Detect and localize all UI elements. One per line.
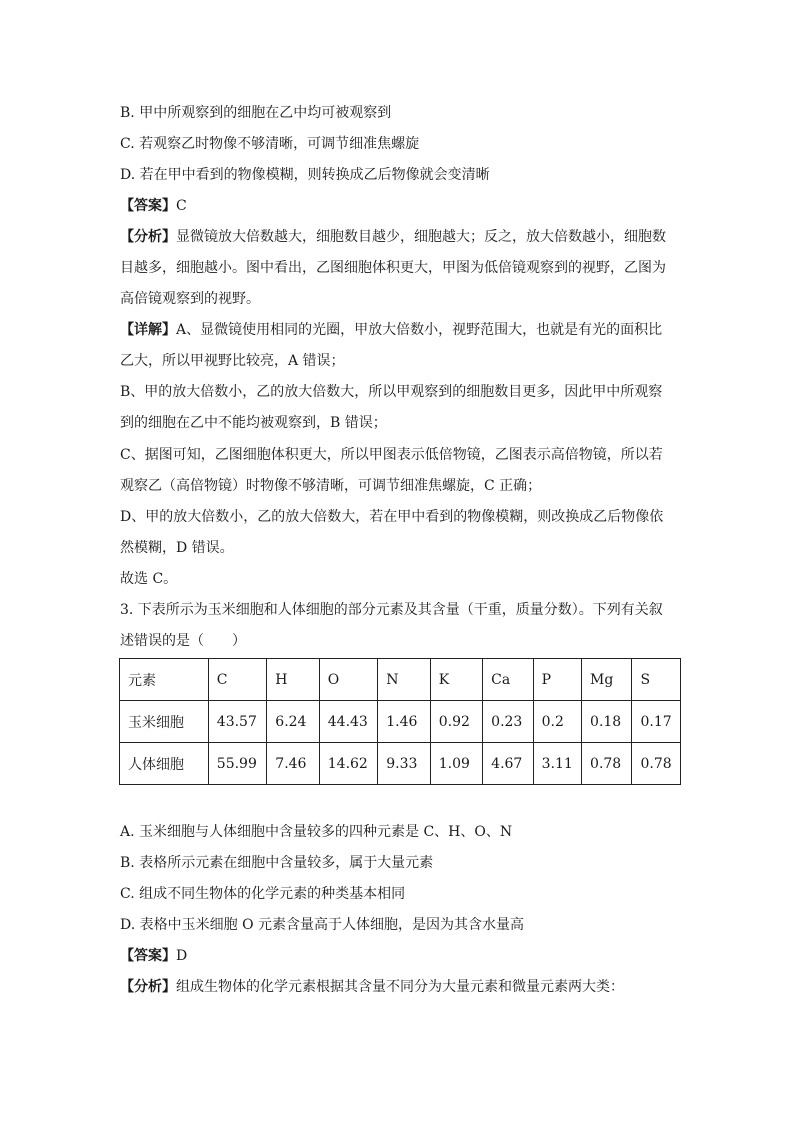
table-cell: 0.23 bbox=[483, 701, 533, 743]
table-cell: 0.17 bbox=[632, 701, 681, 743]
analysis-text: 显微镜放大倍数越大，细胞数目越少，细胞越大；反之，放大倍数越小，细胞数 bbox=[176, 229, 666, 245]
table-cell: N bbox=[378, 659, 430, 701]
q2-detail-line-1 bbox=[120, 321, 680, 339]
table-cell: 0.92 bbox=[430, 701, 482, 743]
table-cell: 0.78 bbox=[582, 743, 632, 785]
table-cell: 1.09 bbox=[430, 743, 482, 785]
table-cell: C bbox=[208, 659, 267, 701]
q2-answer bbox=[120, 197, 680, 215]
table-row bbox=[120, 743, 681, 785]
q2-detail-line-6: 观察乙（高倍物镜）时物像不够清晰，可调节细准焦螺旋，C 正确； bbox=[120, 478, 542, 494]
table-cell: 7.46 bbox=[267, 743, 319, 785]
table-cell: 4.67 bbox=[483, 743, 533, 785]
table-row bbox=[120, 701, 681, 743]
q3-answer bbox=[120, 947, 680, 965]
analysis-text: 组成生物体的化学元素根据其含量不同分为大量元素和微量元素两大类： bbox=[176, 979, 624, 995]
q2-detail-line-7: D、甲的放大倍数小，乙的放大倍数大，若在甲中看到的物像模糊，则改换成乙后物像依 bbox=[120, 509, 664, 525]
table-cell: 3.11 bbox=[533, 743, 581, 785]
q2-detail-line-4: 到的细胞在乙中不能均被观察到，B 错误； bbox=[120, 415, 387, 431]
analysis-label: 【分析】 bbox=[120, 229, 176, 245]
q2-analysis-line-1 bbox=[120, 228, 680, 246]
table-cell: 玉米细胞 bbox=[120, 701, 209, 743]
table-cell: P bbox=[533, 659, 581, 701]
q2-detail-line-8: 然模糊，D 错误。 bbox=[120, 540, 234, 556]
table-cell: 44.43 bbox=[319, 701, 378, 743]
table-cell: 0.78 bbox=[632, 743, 681, 785]
analysis-label: 【分析】 bbox=[120, 979, 176, 995]
table-cell: H bbox=[267, 659, 319, 701]
q2-analysis-line-3: 高倍镜观察到的视野。 bbox=[120, 291, 260, 307]
q2-detail-line-3: B、甲的放大倍数小，乙的放大倍数大，所以甲观察到的细胞数目更多，因此甲中所观察 bbox=[120, 384, 663, 400]
table-cell: 6.24 bbox=[267, 701, 319, 743]
detail-label: 【详解】 bbox=[120, 322, 176, 338]
element-content-table bbox=[119, 658, 681, 785]
table-cell: 55.99 bbox=[208, 743, 267, 785]
table-cell: 1.46 bbox=[378, 701, 430, 743]
table-cell: 14.62 bbox=[319, 743, 378, 785]
table-cell: 元素 bbox=[120, 659, 209, 701]
table-cell: 人体细胞 bbox=[120, 743, 209, 785]
detail-text: A、显微镜使用相同的光圈，甲放大倍数小，视野范围大，也就是有光的面积比 bbox=[176, 322, 663, 338]
table-cell: 0.2 bbox=[533, 701, 581, 743]
q3-option-b: B. 表格所示元素在细胞中含量较多，属于大量元素 bbox=[120, 855, 434, 871]
table-cell: 9.33 bbox=[378, 743, 430, 785]
table-cell: O bbox=[319, 659, 378, 701]
q2-detail-line-5: C、据图可知，乙图细胞体积更大，所以甲图表示低倍物镜，乙图表示高倍物镜，所以若 bbox=[120, 447, 663, 463]
table-cell: 0.18 bbox=[582, 701, 632, 743]
q2-option-d: D. 若在甲中看到的物像模糊，则转换成乙后物像就会变清晰 bbox=[120, 167, 490, 183]
q2-detail-line-2: 乙大，所以甲视野比较亮，A 错误； bbox=[120, 353, 345, 369]
table-header-row bbox=[120, 659, 681, 701]
answer-label: 【答案】 bbox=[120, 948, 176, 964]
q2-option-b: B. 甲中所观察到的细胞在乙中均可被观察到 bbox=[120, 105, 392, 121]
answer-value: D bbox=[176, 948, 188, 964]
q3-analysis bbox=[120, 978, 680, 996]
table-cell: K bbox=[430, 659, 482, 701]
q2-option-c: C. 若观察乙时物像不够清晰，可调节细准焦螺旋 bbox=[120, 136, 420, 152]
answer-value: C bbox=[176, 198, 187, 214]
table-cell: S bbox=[632, 659, 681, 701]
answer-label: 【答案】 bbox=[120, 198, 176, 214]
table-cell: Mg bbox=[582, 659, 632, 701]
table-cell: Ca bbox=[483, 659, 533, 701]
q2-conclusion: 故选 C。 bbox=[120, 571, 178, 587]
q2-analysis-line-2: 目越多，细胞越小。图中看出，乙图细胞体积更大，甲图为低倍镜观察到的视野，乙图为 bbox=[120, 260, 666, 276]
q3-option-d: D. 表格中玉米细胞 O 元素含量高于人体细胞，是因为其含水量高 bbox=[120, 917, 525, 933]
q3-stem-line-1: 3. 下表所示为玉米细胞和人体细胞的部分元素及其含量（干重，质量分数）。下列有关叙 bbox=[120, 602, 663, 618]
q3-stem-line-2: 述错误的是（ ） bbox=[120, 633, 246, 649]
q3-option-a: A. 玉米细胞与人体细胞中含量较多的四种元素是 C、H、O、N bbox=[120, 824, 513, 840]
q3-option-c: C. 组成不同生物体的化学元素的种类基本相同 bbox=[120, 886, 406, 902]
table-cell: 43.57 bbox=[208, 701, 267, 743]
